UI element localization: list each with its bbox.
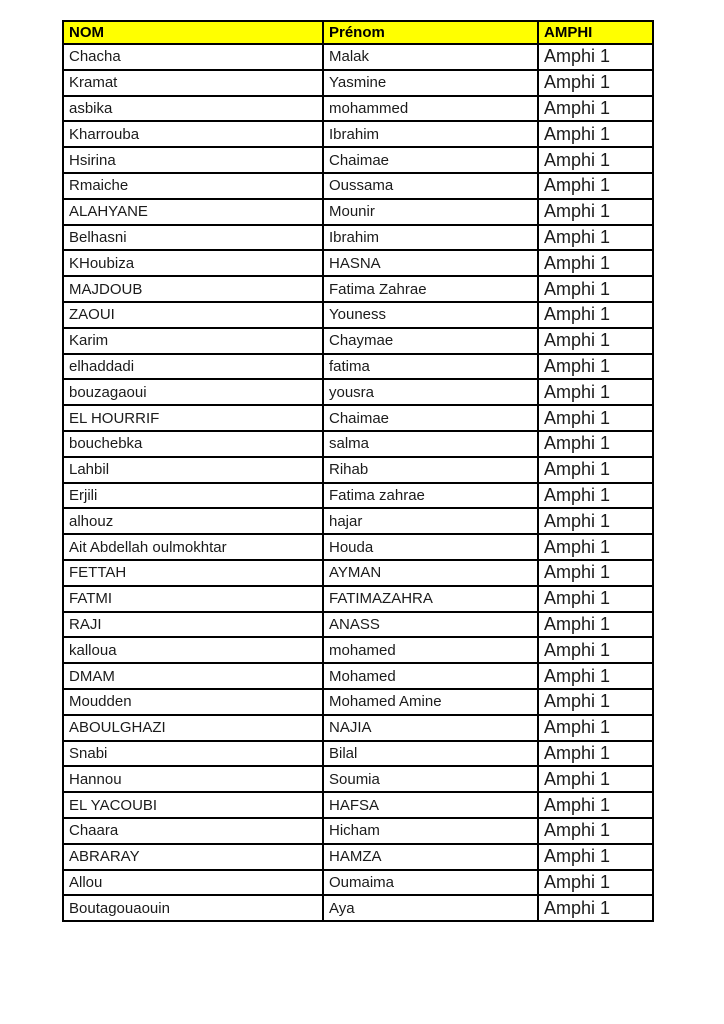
cell-nom: bouchebka (63, 431, 323, 457)
cell-nom: Rmaiche (63, 173, 323, 199)
cell-prenom: Houda (323, 534, 538, 560)
cell-nom: kalloua (63, 637, 323, 663)
cell-nom: FETTAH (63, 560, 323, 586)
cell-amphi: Amphi 1 (538, 457, 653, 483)
table-row (63, 508, 653, 534)
cell-amphi: Amphi 1 (538, 560, 653, 586)
cell-prenom: HAFSA (323, 792, 538, 818)
table-row (63, 147, 653, 173)
table-row (63, 870, 653, 896)
cell-prenom: fatima (323, 354, 538, 380)
cell-amphi: Amphi 1 (538, 354, 653, 380)
table-row (63, 483, 653, 509)
cell-amphi: Amphi 1 (538, 121, 653, 147)
cell-nom: asbika (63, 96, 323, 122)
cell-nom: Lahbil (63, 457, 323, 483)
cell-prenom: FATIMAZAHRA (323, 586, 538, 612)
cell-nom: Moudden (63, 689, 323, 715)
cell-amphi: Amphi 1 (538, 612, 653, 638)
cell-nom: ZAOUI (63, 302, 323, 328)
table-row (63, 173, 653, 199)
cell-amphi: Amphi 1 (538, 715, 653, 741)
table-row (63, 586, 653, 612)
cell-nom: Ait Abdellah oulmokhtar (63, 534, 323, 560)
table-row (63, 44, 653, 70)
cell-prenom: Chaimae (323, 405, 538, 431)
table-row (63, 199, 653, 225)
cell-nom: Hannou (63, 766, 323, 792)
cell-nom: RAJI (63, 612, 323, 638)
cell-amphi: Amphi 1 (538, 637, 653, 663)
cell-prenom: Aya (323, 895, 538, 921)
cell-amphi: Amphi 1 (538, 586, 653, 612)
table-row (63, 818, 653, 844)
cell-amphi: Amphi 1 (538, 663, 653, 689)
table-row (63, 534, 653, 560)
table-row (63, 302, 653, 328)
cell-amphi: Amphi 1 (538, 895, 653, 921)
cell-nom: EL YACOUBI (63, 792, 323, 818)
cell-nom: ALAHYANE (63, 199, 323, 225)
cell-amphi: Amphi 1 (538, 870, 653, 896)
cell-amphi: Amphi 1 (538, 766, 653, 792)
table-row (63, 379, 653, 405)
cell-nom: Hsirina (63, 147, 323, 173)
cell-prenom: Ibrahim (323, 121, 538, 147)
table-row (63, 663, 653, 689)
cell-amphi: Amphi 1 (538, 328, 653, 354)
cell-prenom: Chaimae (323, 147, 538, 173)
table-row (63, 431, 653, 457)
table-row (63, 405, 653, 431)
cell-amphi: Amphi 1 (538, 689, 653, 715)
cell-amphi: Amphi 1 (538, 250, 653, 276)
cell-prenom: Chaymae (323, 328, 538, 354)
cell-amphi: Amphi 1 (538, 96, 653, 122)
cell-amphi: Amphi 1 (538, 199, 653, 225)
table-row (63, 354, 653, 380)
cell-prenom: Mohamed (323, 663, 538, 689)
column-header-amphi: AMPHI (538, 21, 653, 44)
cell-nom: DMAM (63, 663, 323, 689)
table-row (63, 328, 653, 354)
cell-nom: Kramat (63, 70, 323, 96)
cell-prenom: Oumaima (323, 870, 538, 896)
cell-prenom: AYMAN (323, 560, 538, 586)
table-row (63, 276, 653, 302)
cell-nom: alhouz (63, 508, 323, 534)
cell-amphi: Amphi 1 (538, 44, 653, 70)
cell-amphi: Amphi 1 (538, 173, 653, 199)
cell-prenom: yousra (323, 379, 538, 405)
table-row (63, 844, 653, 870)
table-row (63, 715, 653, 741)
cell-amphi: Amphi 1 (538, 792, 653, 818)
table-row (63, 612, 653, 638)
cell-nom: bouzagaoui (63, 379, 323, 405)
cell-nom: elhaddadi (63, 354, 323, 380)
cell-prenom: Bilal (323, 741, 538, 767)
cell-nom: Chaara (63, 818, 323, 844)
cell-prenom: Soumia (323, 766, 538, 792)
cell-prenom: ANASS (323, 612, 538, 638)
cell-amphi: Amphi 1 (538, 741, 653, 767)
cell-nom: Erjili (63, 483, 323, 509)
cell-amphi: Amphi 1 (538, 844, 653, 870)
cell-amphi: Amphi 1 (538, 405, 653, 431)
cell-prenom: Fatima Zahrae (323, 276, 538, 302)
cell-prenom: Ibrahim (323, 225, 538, 251)
cell-nom: Snabi (63, 741, 323, 767)
cell-prenom: Hicham (323, 818, 538, 844)
cell-prenom: mohamed (323, 637, 538, 663)
column-header-nom: NOM (63, 21, 323, 44)
cell-amphi: Amphi 1 (538, 508, 653, 534)
cell-amphi: Amphi 1 (538, 225, 653, 251)
table-row (63, 560, 653, 586)
cell-nom: Chacha (63, 44, 323, 70)
table-row (63, 250, 653, 276)
table-row (63, 121, 653, 147)
cell-amphi: Amphi 1 (538, 70, 653, 96)
cell-nom: Karim (63, 328, 323, 354)
cell-nom: ABOULGHAZI (63, 715, 323, 741)
cell-prenom: Oussama (323, 173, 538, 199)
cell-amphi: Amphi 1 (538, 818, 653, 844)
table-row (63, 895, 653, 921)
cell-prenom: Mohamed Amine (323, 689, 538, 715)
cell-nom: EL HOURRIF (63, 405, 323, 431)
cell-prenom: Mounir (323, 199, 538, 225)
cell-amphi: Amphi 1 (538, 379, 653, 405)
student-roster-table (62, 20, 654, 922)
cell-nom: KHoubiza (63, 250, 323, 276)
table-row (63, 637, 653, 663)
cell-prenom: HAMZA (323, 844, 538, 870)
cell-nom: FATMI (63, 586, 323, 612)
table-row (63, 70, 653, 96)
cell-amphi: Amphi 1 (538, 483, 653, 509)
cell-prenom: Malak (323, 44, 538, 70)
cell-prenom: hajar (323, 508, 538, 534)
cell-amphi: Amphi 1 (538, 431, 653, 457)
table-row (63, 225, 653, 251)
cell-prenom: mohammed (323, 96, 538, 122)
cell-nom: Belhasni (63, 225, 323, 251)
cell-amphi: Amphi 1 (538, 302, 653, 328)
table-row (63, 689, 653, 715)
cell-nom: Boutagouaouin (63, 895, 323, 921)
table-row (63, 96, 653, 122)
cell-nom: ABRARAY (63, 844, 323, 870)
table-row (63, 792, 653, 818)
cell-prenom: NAJIA (323, 715, 538, 741)
table-row (63, 766, 653, 792)
cell-amphi: Amphi 1 (538, 276, 653, 302)
header-row (63, 21, 653, 44)
cell-amphi: Amphi 1 (538, 534, 653, 560)
table-row (63, 457, 653, 483)
cell-prenom: Fatima zahrae (323, 483, 538, 509)
cell-amphi: Amphi 1 (538, 147, 653, 173)
cell-prenom: Rihab (323, 457, 538, 483)
cell-prenom: HASNA (323, 250, 538, 276)
cell-nom: Allou (63, 870, 323, 896)
cell-prenom: Youness (323, 302, 538, 328)
cell-nom: Kharrouba (63, 121, 323, 147)
column-header-prenom: Prénom (323, 21, 538, 44)
cell-nom: MAJDOUB (63, 276, 323, 302)
table-row (63, 741, 653, 767)
cell-prenom: Yasmine (323, 70, 538, 96)
cell-prenom: salma (323, 431, 538, 457)
